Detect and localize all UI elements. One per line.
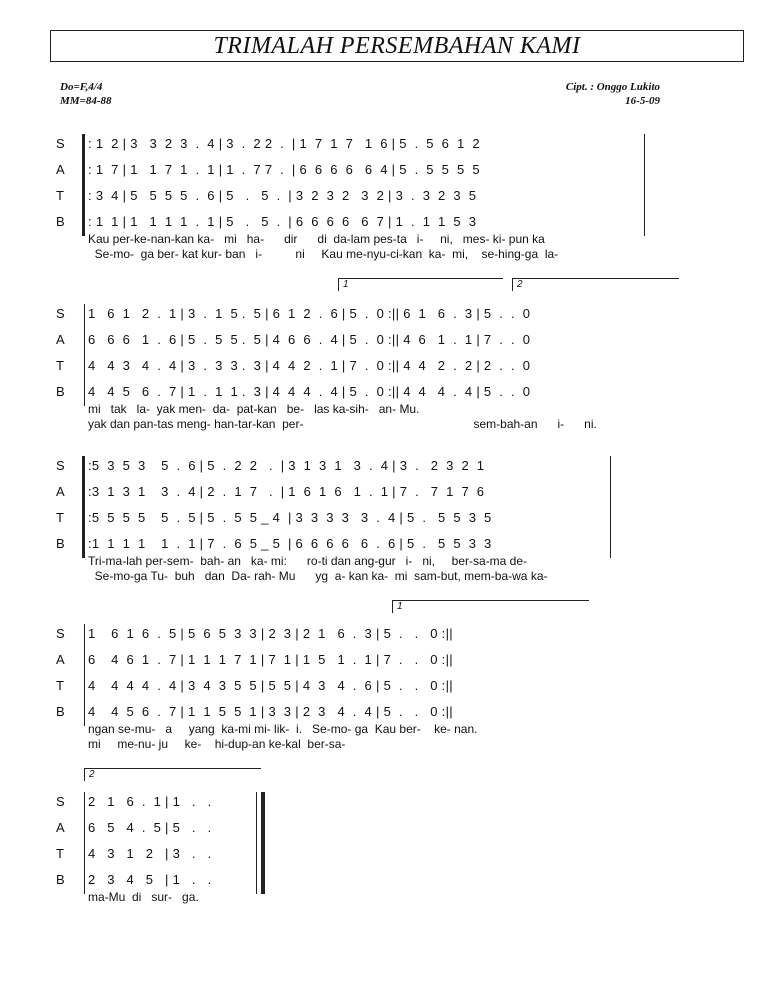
voice-label-b: B xyxy=(56,704,65,719)
lyrics-verse-1: ma-Mu di sur- ga. xyxy=(88,890,199,904)
composer: Cipt. : Onggo Lukito xyxy=(565,81,660,93)
barline xyxy=(610,456,611,558)
notes-tenor: :5 5 5 5 5 . 5 | 5 . 5 5 _ 4 | 3 3 3 3 3 . 4 | 5 . 5 5 3 5 xyxy=(88,510,492,525)
notes-alto: 6 4 6 1 . 7 | 1 1 1 7 1 | 7 1 | 1 5 1 . 1 | 7 . . 0 :|| xyxy=(88,652,453,667)
barline xyxy=(644,134,645,236)
notes-bass: 4 4 5 6 . 7 | 1 . 1 1 . 3 | 4 4 4 . 4 | 5 . 0 :|| 4 4 4 . 4 | 5 . . 0 xyxy=(88,384,531,399)
composition-date: 16-5-09 xyxy=(625,95,660,107)
notes-alto: :3 1 3 1 3 . 4 | 2 . 1 7 . | 1 6 1 6 1 . 1 | 7 . 7 1 7 6 xyxy=(88,484,485,499)
notes-soprano: 1 6 1 2 . 1 | 3 . 1 5 . 5 | 6 1 2 . 6 | 5 . 0 :|| 6 1 6 . 3 | 5 . . 0 xyxy=(88,306,531,321)
notes-bass: 2 3 4 5 | 1 . . xyxy=(88,872,212,887)
barline xyxy=(256,792,257,894)
lyrics-verse-1: ngan se-mu- a yang ka-mi mi- lik- i. Se-mo- ga Kau ber- ke- nan. xyxy=(88,722,478,736)
voice-label-t: T xyxy=(56,188,64,203)
voice-label-a: A xyxy=(56,484,65,499)
notes-alto: : 1 7 | 1 1 7 1 . 1 | 1 . 7 7 . | 6 6 6 6 6 4 | 5 . 5 5 5 5 xyxy=(88,162,480,177)
title-box xyxy=(50,30,744,62)
composer-info xyxy=(556,80,660,108)
volta-bracket-2: 2 xyxy=(84,768,261,781)
voice-label-s: S xyxy=(56,794,65,809)
barline xyxy=(84,304,85,406)
tempo-key-info xyxy=(60,80,112,108)
notes-tenor: : 3 4 | 5 5 5 5 . 6 | 5 . 5 . | 3 2 3 2 3 2 | 3 . 3 2 3 5 xyxy=(88,188,477,203)
voice-label-b: B xyxy=(56,384,65,399)
volta-bracket-2: 2 xyxy=(512,278,679,291)
notes-soprano: 2 1 6 . 1 | 1 . . xyxy=(88,794,212,809)
voice-label-a: A xyxy=(56,332,65,347)
notes-tenor: 4 3 1 2 | 3 . . xyxy=(88,846,212,861)
lyrics-verse-2: yak dan pan-tas meng- han-tar-kan per- sem-bah-an i- ni. xyxy=(88,417,597,431)
notes-alto: 6 6 6 1 . 6 | 5 . 5 5 . 5 | 4 6 6 . 4 | 5 . 0 :|| 4 6 1 . 1 | 7 . . 0 xyxy=(88,332,531,347)
lyrics-verse-1: Kau per-ke-nan-kan ka- mi ha- dir di da-lam pes-ta i- ni, mes- ki- pun ka xyxy=(88,232,545,246)
voice-label-t: T xyxy=(56,358,64,373)
lyrics-verse-2: Se-mo- ga ber- kat kur- ban i- ni Kau me-nyu-ci-kan ka- mi, se-hing-ga la- xyxy=(88,247,559,261)
barline xyxy=(84,792,85,894)
metronome-marking: MM=84-88 xyxy=(60,95,112,107)
lyrics-verse-2: Se-mo-ga Tu- buh dan Da- rah- Mu yg a- kan ka- mi sam-but, mem-ba-wa ka- xyxy=(88,569,548,583)
voice-label-a: A xyxy=(56,162,65,177)
voice-label-b: B xyxy=(56,214,65,229)
notes-tenor: 4 4 4 4 . 4 | 3 4 3 5 5 | 5 5 | 4 3 4 . 6 | 5 . . 0 :|| xyxy=(88,678,453,693)
notes-bass: :1 1 1 1 1 . 1 | 7 . 6 5 _ 5 | 6 6 6 6 6 . 6 | 5 . 5 5 3 3 xyxy=(88,536,492,551)
voice-label-t: T xyxy=(56,678,64,693)
notes-bass: 4 4 5 6 . 7 | 1 1 5 5 1 | 3 3 | 2 3 4 . 4 | 5 . . 0 :|| xyxy=(88,704,453,719)
notes-soprano: : 1 2 | 3 3 2 3 . 4 | 3 . 2 2 . | 1 7 1 7 1 6 | 5 . 5 6 1 2 xyxy=(88,136,480,151)
voice-label-t: T xyxy=(56,846,64,861)
lyrics-verse-1: mi tak la- yak men- da- pat-kan be- las ka-sih- an- Mu. xyxy=(88,402,420,416)
notes-tenor: 4 4 3 4 . 4 | 3 . 3 3 . 3 | 4 4 2 . 1 | 7 . 0 :|| 4 4 2 . 2 | 2 . . 0 xyxy=(88,358,531,373)
barline xyxy=(84,624,85,726)
notes-alto: 6 5 4 . 5 | 5 . . xyxy=(88,820,212,835)
voice-label-a: A xyxy=(56,652,65,667)
final-barline xyxy=(261,792,265,894)
key-signature: Do=F,4/4 xyxy=(60,81,103,93)
volta-bracket-1: 1 xyxy=(338,278,503,291)
voice-label-a: A xyxy=(56,820,65,835)
lyrics-verse-2: mi me-nu- ju ke- hi-dup-an ke-kal ber-sa- xyxy=(88,737,346,751)
page-title: TRIMALAH PERSEMBAHAN KAMI xyxy=(213,33,581,59)
repeat-start-bar xyxy=(82,134,85,236)
voice-label-s: S xyxy=(56,458,65,473)
voice-label-s: S xyxy=(56,136,65,151)
lyrics-verse-1: Tri-ma-lah per-sem- bah- an ka- mi: ro-ti dan ang-gur i- ni, ber-sa-ma de- xyxy=(88,554,528,568)
notes-soprano: 1 6 1 6 . 5 | 5 6 5 3 3 | 2 3 | 2 1 6 . 3 | 5 . . 0 :|| xyxy=(88,626,453,641)
notes-soprano: :5 3 5 3 5 . 6 | 5 . 2 2 . | 3 1 3 1 3 . 4 | 3 . 2 3 2 1 xyxy=(88,458,485,473)
notes-bass: : 1 1 | 1 1 1 1 . 1 | 5 . 5 . | 6 6 6 6 6 7 | 1 . 1 1 5 3 xyxy=(88,214,477,229)
voice-label-s: S xyxy=(56,306,65,321)
voice-label-b: B xyxy=(56,536,65,551)
voice-label-t: T xyxy=(56,510,64,525)
repeat-start-bar xyxy=(82,456,85,558)
voice-label-s: S xyxy=(56,626,65,641)
volta-bracket-1: 1 xyxy=(392,600,589,613)
voice-label-b: B xyxy=(56,872,65,887)
